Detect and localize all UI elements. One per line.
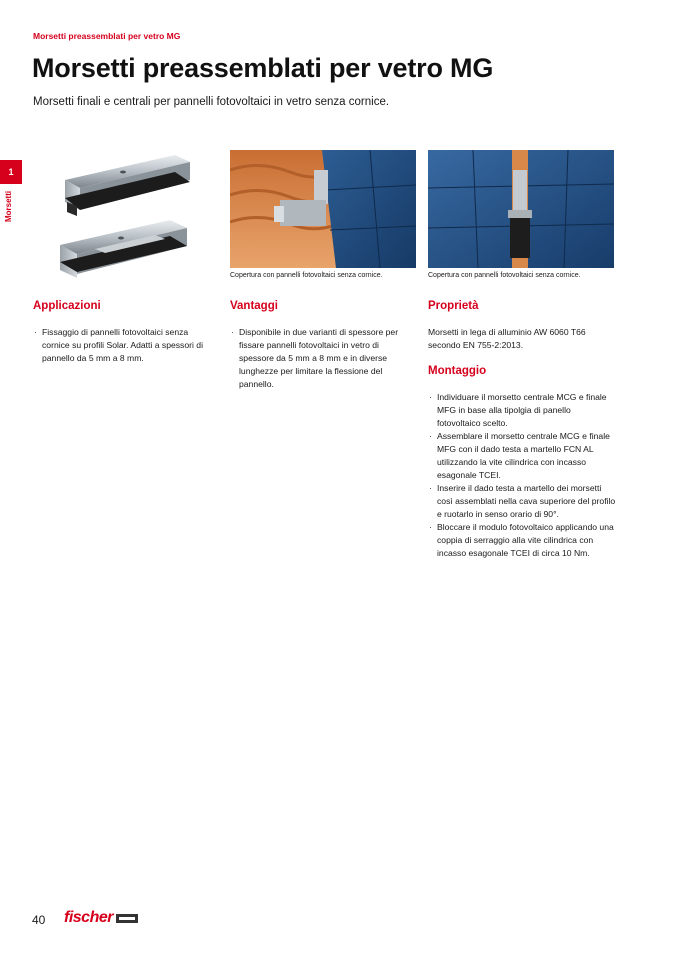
montaggio-step: · Assemblare il morsetto centrale MCG e finale MFG con il dado testa a martello FCN AL utilizzando la vite cilindrica con incasso esagonale TCEI. bbox=[428, 430, 616, 482]
page-title: Morsetti preassemblati per vetro MG bbox=[32, 53, 494, 83]
montaggio-step: · Individuare il morsetto centrale MCG e finale MFG in base alla tipolgia di panello fotovoltaico scelto. bbox=[428, 391, 616, 430]
logo-wordmark: fischer bbox=[64, 909, 113, 926]
breadcrumb: Morsetti preassemblati per vetro MG bbox=[33, 31, 181, 41]
applicazioni-heading: Applicazioni bbox=[33, 300, 101, 312]
roof-installation-photo-2 bbox=[428, 150, 614, 268]
applicazioni-item: · Fissaggio di pannelli fotovoltaici senza cornice su profili Solar. Adatti a spessori di pannello da 5 mm a 8 mm. bbox=[33, 326, 213, 365]
product-clamps-image bbox=[55, 150, 195, 282]
photo-2-caption: Copertura con pannelli fotovoltaici senza cornice. bbox=[428, 272, 581, 279]
logo-icon bbox=[116, 914, 138, 923]
proprieta-text: Morsetti in lega di alluminio AW 6060 T66 secondo EN 755-2:2013. bbox=[428, 327, 586, 350]
montaggio-heading: Montaggio bbox=[428, 365, 487, 377]
proprieta-section bbox=[428, 326, 614, 352]
vantaggi-heading: Vantaggi bbox=[230, 300, 278, 312]
photo-1-caption: Copertura con pannelli fotovoltaici senza cornice. bbox=[230, 272, 383, 279]
vantaggi-section bbox=[230, 326, 406, 391]
end-clamp-shape bbox=[65, 155, 190, 216]
chapter-tab[interactable]: 1 bbox=[0, 160, 22, 184]
vantaggi-item: · Disponibile in due varianti di spessore per fissare pannelli fotovoltaici in vetro di spessore da 5 mm a 8 mm e in diverse lunghezze per limitare la flessione del pannello. bbox=[230, 326, 406, 391]
chapter-label: Morsetti bbox=[4, 190, 13, 222]
fischer-logo bbox=[64, 909, 138, 927]
roof-installation-photo-1 bbox=[230, 150, 416, 268]
proprieta-heading: Proprietà bbox=[428, 300, 479, 312]
montaggio-section bbox=[428, 391, 616, 560]
center-clamp-shape bbox=[60, 220, 187, 278]
applicazioni-section bbox=[33, 326, 213, 365]
montaggio-step: · Inserire il dado testa a martello dei morsetti così assemblati nella cava superiore del profilo e ruotarlo in senso orario di 90°. bbox=[428, 482, 616, 521]
page-number: 40 bbox=[32, 913, 46, 927]
page-subtitle: Morsetti finali e centrali per pannelli fotovoltaici in vetro senza cornice. bbox=[33, 96, 390, 108]
montaggio-step: · Bloccare il modulo fotovoltaico applicando una coppia di serraggio alla vite cilindrica con incasso esagonale TCEI di circa 10 Nm. bbox=[428, 521, 616, 560]
